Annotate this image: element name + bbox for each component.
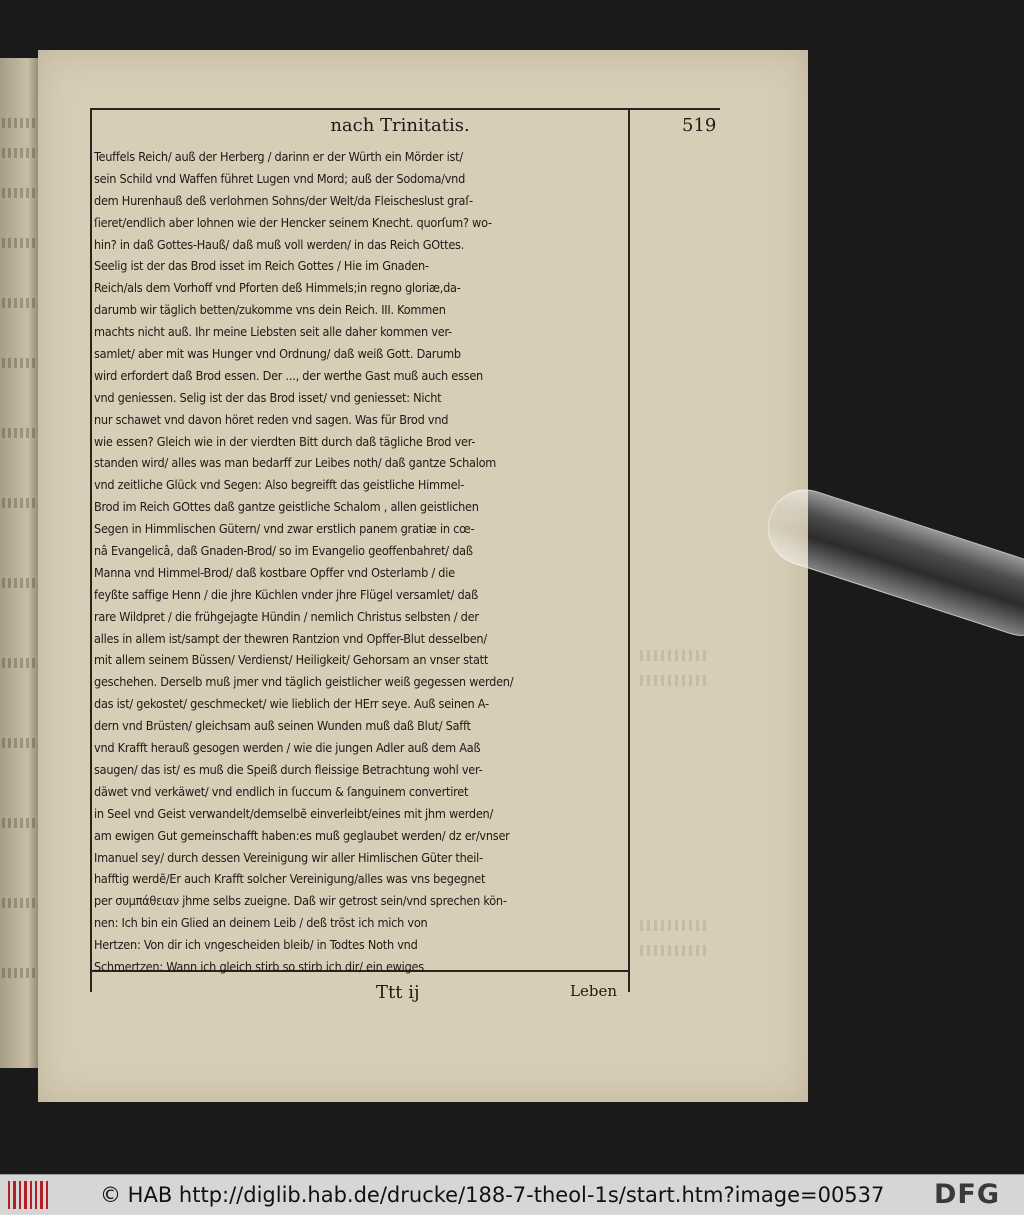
text-line: nen: Ich bin ein Glied an deinem Leib / deß tröst ich mich von <box>94 915 428 931</box>
footer-bar <box>0 1174 1024 1215</box>
text-line: Manna vnd Himmel-Brod/ daß kostbare Opffer vnd Osterlamb / die <box>94 564 455 580</box>
page-number: 519 <box>682 115 717 136</box>
bleed-through-text <box>640 650 710 661</box>
text-line: mit allem seinem Büssen/ Verdienst/ Heiligkeit/ Gehorsam an vnser statt <box>94 652 489 668</box>
dfg-logo: DFG <box>934 1179 1001 1210</box>
text-line: Seelig ist der das Brod isset im Reich Gottes / Hie im Gnaden- <box>94 258 429 274</box>
text-line: samlet/ aber mit was Hunger vnd Ordnung/ daß weiß Gott. Darumb <box>94 346 461 362</box>
text-line: Reich/als dem Vorhoff vnd Pforten deß Himmels;in regno gloriæ,da- <box>94 280 461 296</box>
copyright-url: © HAB http://diglib.hab.de/drucke/188-7-theol-1s/start.htm?image=00537 <box>100 1183 885 1207</box>
text-line: geschehen. Derselb muß jmer vnd täglich geistlicher weiß gegessen werden/ <box>94 674 514 690</box>
text-line: ſieret/endlich aber lohnen wie der Hencker seinem Knecht. quorſum? wo- <box>94 214 492 230</box>
text-line: vnd zeitliche Glück vnd Segen: Also begreifft das geistliche Himmel- <box>94 477 465 493</box>
body-text <box>94 146 624 978</box>
bleed-through-text <box>640 920 710 931</box>
running-head: nach Trinitatis. <box>330 115 470 136</box>
text-line: vnd Krafft herauß gesogen werden / wie die jungen Adler auß dem Aaß <box>94 740 481 756</box>
hab-logo-icon <box>8 1181 48 1209</box>
signature-mark: Ttt ij <box>376 982 420 1003</box>
bleed-through-text <box>640 945 710 956</box>
text-line: nâ Evangelicâ, daß Gnaden-Brod/ so im Evangelio geoffenbahret/ daß <box>94 543 473 559</box>
text-line: sein Schild vnd Waffen führet Lugen vnd Mord; auß der Sodoma/vnd <box>94 170 466 186</box>
text-line: das ist/ gekostet/ geschmecket/ wie lieblich der HErr seye. Auß seinen A- <box>94 696 489 712</box>
text-line: alles in allem ist/sampt der thewren Rantzion vnd Opffer-Blut desselben/ <box>94 630 487 646</box>
text-line: Segen in Himmlischen Gütern/ vnd zwar erstlich panem gratiæ in cœ- <box>94 521 475 537</box>
text-line: Brod im Reich GOttes daß gantze geistliche Schalom , allen geistlichen <box>94 499 479 515</box>
text-line: Hertzen: Von dir ich vngescheiden bleib/ in Todtes Noth vnd <box>94 937 418 953</box>
text-line: per συμπάθειαν jhme selbs zueigne. Daß wir getrost sein/vnd sprechen kön- <box>94 893 507 909</box>
text-line: wie essen? Gleich wie in der vierdten Bitt durch daß tägliche Brod ver- <box>94 433 476 449</box>
text-line: dern vnd Brüsten/ gleichsam auß seinen Wunden muß daß Blut/ Safft <box>94 718 471 734</box>
text-line: standen wird/ alles was man bedarff zur Leibes noth/ daß gantze Schalom <box>94 455 497 471</box>
text-line: wird erfordert daß Brod essen. Der ..., der werthe Gast muß auch essen <box>94 367 483 383</box>
text-line: Schmertzen: Wann ich gleich stirb so stirb ich dir/ ein ewiges <box>94 958 424 974</box>
text-line: vnd geniessen. Selig ist der das Brod isset/ vnd geniesset: Nicht <box>94 389 442 405</box>
text-line: darumb wir täglich betten/zukomme vns dein Reich. III. Kommen <box>94 302 446 318</box>
text-line: am ewigen Gut gemeinschafft haben:es muß geglaubet werden/ dz er/vnser <box>94 827 510 843</box>
text-line: nur schawet vnd davon höret reden vnd sagen. Was für Brod vnd <box>94 411 449 427</box>
text-line: rare Wildpret / die frühgejagte Hündin / nemlich Christus selbsten / der <box>94 608 479 624</box>
text-line: hin? in daß Gottes-Hauß/ daß muß voll werden/ in das Reich GOttes. <box>94 236 465 252</box>
text-line: in Seel vnd Geist verwandelt/demselbẽ einverleibt/eines mit jhm werden/ <box>94 805 494 821</box>
bleed-through-text <box>640 675 710 686</box>
text-line: dem Hurenhauß deß verlohrnen Sohns/der Welt/da Fleischeslust graſ- <box>94 192 473 208</box>
text-line: saugen/ das ist/ es muß die Speiß durch fleissige Betrachtung wohl ver- <box>94 761 483 777</box>
catchword: Leben <box>570 982 617 1000</box>
text-line: machts nicht auß. Ihr meine Liebsten seit alle daher kommen ver- <box>94 324 452 340</box>
text-line: Imanuel sey/ durch dessen Vereinigung wir aller Himlischen Güter theil- <box>94 849 483 865</box>
text-line: Teuffels Reich/ auß der Herberg / darinn er der Würth ein Mörder ist/ <box>94 149 463 164</box>
text-line: feyßte saffige Henn / die jhre Küchlen vnder jhre Flügel versamlet/ daß <box>94 586 478 602</box>
text-line: däwet vnd verkäwet/ vnd endlich in ſuccum & ſanguinem convertiret <box>94 783 469 799</box>
text-line: hafftig werdẽ/Er auch Krafft solcher Vereinigung/alles was vns begegnet <box>94 871 486 887</box>
